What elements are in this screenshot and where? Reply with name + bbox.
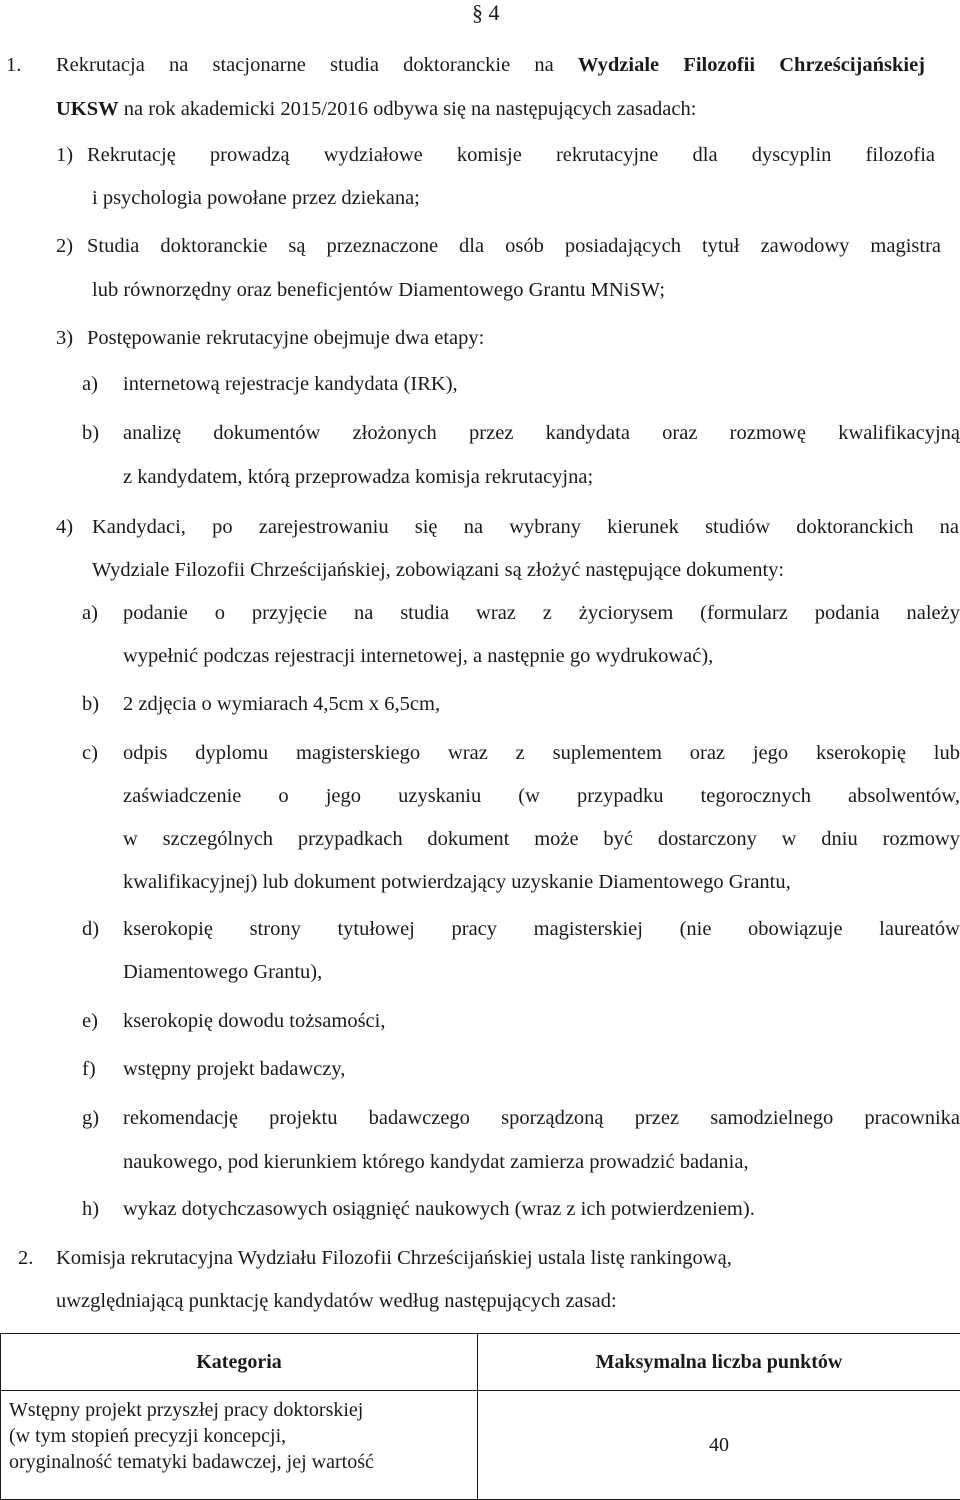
document-letter: b) [82, 691, 99, 717]
section-2-line-1: Komisja rekrutacyjna Wydziału Filozofii Chrześcijańskiej ustala listę rankingową, [56, 1245, 732, 1271]
section-2-line-2: uwzględniającą punktację kandydatów według następujących zasad: [56, 1288, 617, 1314]
document-letter: f) [82, 1056, 96, 1082]
table-header-category: Kategoria [1, 1334, 478, 1391]
point-2-line-1: Studia doktoranckie są przeznaczone dla osób posiadających tytuł zawodowy magistra [87, 233, 941, 259]
document-letter: c) [82, 740, 98, 766]
document-a-line-1: podanie o przyjęcie na studia wraz z życiorysem (formularz podania należy [123, 600, 960, 626]
document-letter: g) [82, 1105, 99, 1131]
point-number: 3) [56, 325, 73, 351]
stage-letter: b) [82, 420, 99, 446]
section-number: 1. [6, 52, 21, 78]
table-header-row [1, 1334, 960, 1391]
document-c-line-4: kwalifikacyjnej) lub dokument potwierdzający uzyskanie Diamentowego Grantu, [123, 869, 791, 895]
document-letter: h) [82, 1196, 99, 1222]
point-4-line-2: Wydziale Filozofii Chrześcijańskiej, zobowiązani są złożyć następujące dokumenty: [92, 557, 784, 583]
point-number: 4) [56, 514, 73, 540]
stage-b-line-2: z kandydatem, którą przeprowadza komisja rekrutacyjna; [123, 464, 593, 490]
points-table [0, 1333, 960, 1500]
table-cell-points: 40 [478, 1391, 960, 1500]
point-4-line-1: Kandydaci, po zarejestrowaniu się na wybrany kierunek studiów doktoranckich na [92, 514, 959, 540]
point-number: 1) [56, 142, 73, 168]
stage-b-line-1: analizę dokumentów złożonych przez kandydata oraz rozmowę kwalifikacyjną [123, 420, 960, 446]
document-h-line-1: wykaz dotychczasowych osiągnięć naukowych (wraz z ich potwierdzeniem). [123, 1196, 755, 1222]
stage-letter: a) [82, 371, 98, 397]
document-c-line-3: w szczególnych przypadkach dokument może być dostarczony w dniu rozmowy [123, 826, 960, 852]
document-letter: a) [82, 600, 98, 626]
document-b-line-1: 2 zdjęcia o wymiarach 4,5cm x 6,5cm, [123, 691, 440, 717]
category-line: oryginalność tematyki badawczej, jej wartość [9, 1449, 469, 1475]
point-2-line-2: lub równorzędny oraz beneficjentów Diamentowego Grantu MNiSW; [92, 277, 665, 303]
document-letter: d) [82, 916, 99, 942]
table-cell-category [1, 1391, 478, 1500]
category-line: (w tym stopień precyzji koncepcji, [9, 1423, 469, 1449]
stage-a-line-1: internetową rejestracje kandydata (IRK), [123, 371, 458, 397]
paragraph-heading: § 4 [472, 0, 500, 26]
document-f-line-1: wstępny projekt badawczy, [123, 1056, 345, 1082]
category-line: Wstępny projekt przyszłej pracy doktorskiej [9, 1397, 469, 1423]
section-intro-line-2: UKSW na rok akademicki 2015/2016 odbywa się na następujących zasadach: [56, 96, 696, 122]
section-intro-line-1: Rekrutacja na stacjonarne studia doktoranckie na Wydziale Filozofii Chrześcijańskiej [56, 52, 925, 78]
document-d-line-1: kserokopię strony tytułowej pracy magisterskiej (nie obowiązuje laureatów [123, 916, 960, 942]
document-a-line-2: wypełnić podczas rejestracji internetowej, a następnie go wydrukować), [123, 643, 713, 669]
table-row [1, 1391, 960, 1500]
document-d-line-2: Diamentowego Grantu), [123, 959, 322, 985]
document-letter: e) [82, 1008, 98, 1034]
document-c-line-1: odpis dyplomu magisterskiego wraz z suplementem oraz jego kserokopię lub [123, 740, 960, 766]
document-c-line-2: zaświadczenie o jego uzyskaniu (w przypadku tegorocznych absolwentów, [123, 783, 960, 809]
document-e-line-1: kserokopię dowodu tożsamości, [123, 1008, 385, 1034]
document-g-line-2: naukowego, pod kierunkiem którego kandydat zamierza prowadzić badania, [123, 1149, 749, 1175]
table-header-points: Maksymalna liczba punktów [478, 1334, 960, 1391]
point-1-line-2: i psychologia powołane przez dziekana; [92, 185, 420, 211]
section-number: 2. [18, 1245, 33, 1271]
document-g-line-1: rekomendację projektu badawczego sporządzoną przez samodzielnego pracownika [123, 1105, 960, 1131]
point-3-line-1: Postępowanie rekrutacyjne obejmuje dwa etapy: [87, 325, 484, 351]
point-number: 2) [56, 233, 73, 259]
point-1-line-1: Rekrutację prowadzą wydziałowe komisje rekrutacyjne dla dyscyplin filozofia [87, 142, 935, 168]
